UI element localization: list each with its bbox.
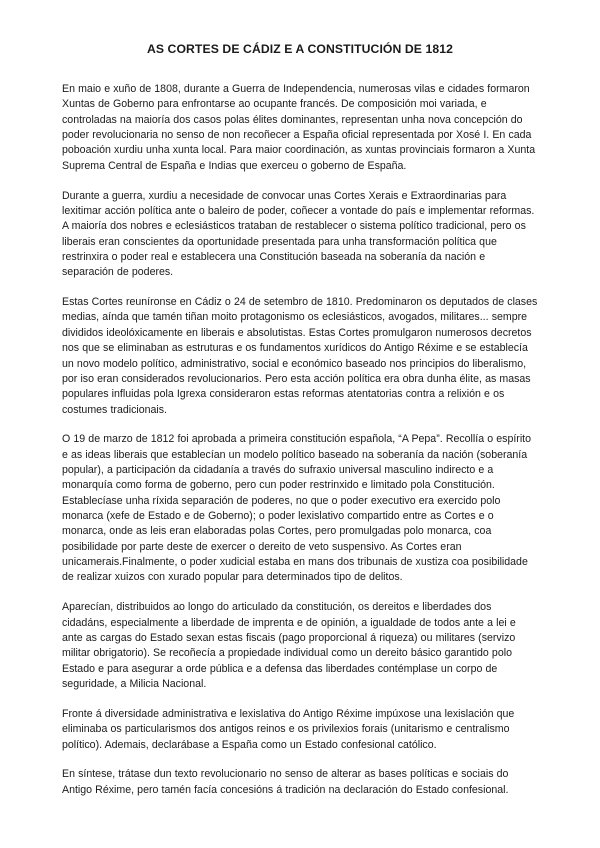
paragraph-centralismo: Fronte á diversidade administrativa e lexislativa do Antigo Réxime impúxose una lexislación que eliminaba os particularismos dos antigos reinos e os privilexios forais (unitarismo e centralismo político). Ademais, declarábase a España como un Estado confesional católico. — [62, 707, 515, 751]
paragraph-constitucion-1812: O 19 de marzo de 1812 foi aprobada a primeira constitución española, “A Pepa”. Recollía o espírito e as ideas liberais que establecían un modelo político baseado na soberanía da nación (soberanía popular), a participación da cidadanía a través do sufraxio universal masculino indirecto e a monarquía como forma de goberno, pero cun poder restrinxido e limitado pola Constitución. Establecíase unha ríxida separación de poderes, no que o poder executivo era exercido polo monarca (xefe de Estado e de Goberno); o poder lexislativo compartido entre as Cortes e o monarca, onde as leis eran elaboradas polas Cortes, pero promulgadas polo monarca, coa posibilidade por parte deste de exercer o dereito de veto suspensivo. As Cortes eran unicamerais.Finalmente, o poder xudicial estaba en mans dos tribunais de xustiza coa posibilidade de realizar xuizos con xurado popular para determinados tipo de delitos. — [62, 433, 532, 584]
paragraph-convocatoria-cortes: Durante a guerra, xurdiu a necesidade de convocar unas Cortes Xerais e Extraordinarias para lexitimar acción política ante o baleiro de poder, coñecer a vontade do país e implementar reformas. A maioría dos nobres e eclesiásticos trataban de restablecer o sistema político tradicional, pero os liberais eran conscientes da oportunidade presentada para unha transformación política que restrinxira o poder real e establecera una Constitución baseada na soberanía da nación e separación de poderes. — [62, 189, 535, 279]
document-title: AS CORTES DE CÁDIZ E A CONSTITUCIÓN DE 1812 — [146, 42, 454, 56]
paragraph-sintese: En síntese, trátase dun texto revolucionario no senso de alterar as bases políticas e sociais do Antigo Réxime, pero tamén facía concesións á tradición na declaración do Estado confesional. — [62, 768, 509, 796]
paragraph-dereitos-liberdades: Aparecían, distribuidos ao longo do articulado da constitución, os dereitos e liberdades dos cidadáns, especialmente a liberdade de imprenta e de opinión, a igualdade de todos ante a lei e ante as cargas do Estado sexan estas fiscais (pago proporcional á riqueza) ou militares (servizo militar obrigatorio). Se recoñecía a propiedade individual como un dereito básico garantido polo Estado e para asegurar a orde pública e a defensa das liberdades contémplase un corpo de seguridade, a Milicia Nacional. — [62, 601, 516, 691]
paragraph-cortes-cadiz: Estas Cortes reuníronse en Cádiz o 24 de setembro de 1810. Predominaron os deputados de clases medias, aínda que tamén tiñan moito protagonismo os eclesiásticos, avogados, militares... sempre divididos ideolóxicamente en liberais e absolutistas. Estas Cortes promulgaron numerosos decretos nos que se eliminaban as estruturas e os fundamentos xurídicos do Antigo Réxime e se establecía un novo modelo político, administrativo, social e económico baseado nos principios do liberalismo, por iso eran considerados revolucionarios. Pero esta acción política era obra dunha élite, as masas populares influidas pola Igrexa consideraron estas reformas atentatorias contra a relixión e os costumes tradicionais. — [62, 296, 538, 416]
paragraph-xuntas: En maio e xuño de 1808, durante a Guerra de Independencia, numerosas vilas e cidades formaron Xuntas de Goberno para enfrontarse ao ocupante francés. De composición moi variada, e controladas na maioría dos casos polas élites dominantes, representan unha nova concepción do poder revolucionaria no senso de non recoñecer a España oficial representada por Xosé I. En cada poboación xurdiu unha xunta local. Para maior coordinación, as xuntas provinciais formaron a Xunta Suprema Central de España e Indias que exerceu o goberno de España. — [62, 83, 536, 172]
